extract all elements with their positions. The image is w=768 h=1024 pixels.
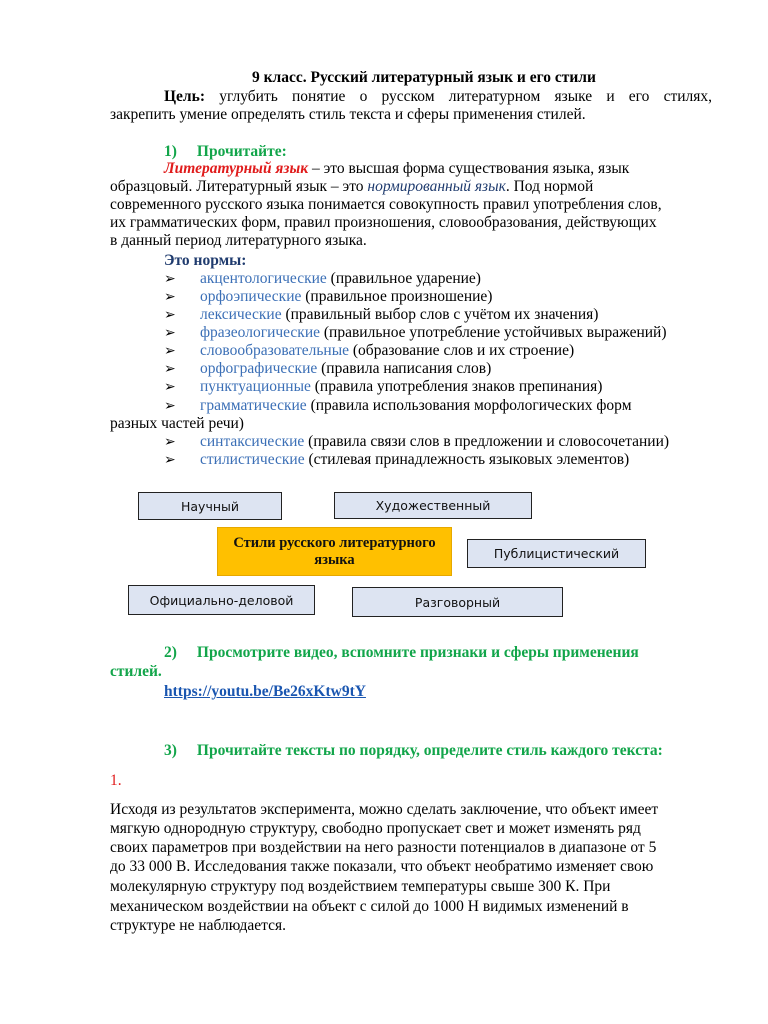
paragraph-text: . Под нормой bbox=[505, 178, 594, 195]
style-box-artistic: Художественный bbox=[334, 492, 532, 519]
norm-term: словообразовательные bbox=[200, 342, 350, 359]
arrow-bullet-icon: ➢ bbox=[164, 290, 176, 305]
arrow-bullet-icon: ➢ bbox=[164, 326, 176, 341]
norm-item bbox=[164, 451, 629, 470]
norm-term: грамматические bbox=[200, 397, 307, 414]
style-box-center: Стили русского литературного языка bbox=[217, 527, 452, 576]
arrow-bullet-icon: ➢ bbox=[164, 308, 176, 323]
definition-rest: – это высшая форма существования языка, язык bbox=[308, 160, 630, 177]
text1-number: 1. bbox=[110, 772, 122, 789]
task2-text: Просмотрите видео, вспомните признаки и сферы применения bbox=[196, 644, 639, 661]
text1-line: Исходя из результатов эксперимента, можно сделать заключение, что объект имеет bbox=[110, 801, 659, 818]
style-box-scientific: Научный bbox=[138, 492, 282, 520]
norm-desc: (правила написания слов) bbox=[317, 360, 492, 377]
norm-term: синтаксические bbox=[200, 433, 305, 450]
style-box-official: Официально-деловой bbox=[128, 585, 315, 615]
task1-text: Прочитайте: bbox=[196, 143, 287, 160]
norm-item bbox=[164, 342, 574, 361]
goal-line-1 bbox=[164, 88, 712, 106]
arrow-bullet-icon: ➢ bbox=[164, 344, 176, 359]
norm-item bbox=[164, 433, 669, 452]
term-literary-language: Литературный язык bbox=[164, 160, 309, 177]
norm-term: пунктуационные bbox=[200, 378, 311, 395]
text1-line: молекулярную структуру под воздействием температуры свыше 300 К. При bbox=[110, 878, 611, 895]
arrow-bullet-icon: ➢ bbox=[164, 272, 176, 287]
goal-text: углубить понятие о русском литературном языке и его стилях, bbox=[219, 88, 713, 105]
text1-line: мягкую однородную структуру, свободно пропускает свет и может изменять ряд bbox=[110, 820, 641, 837]
norm-desc: (правила употребления знаков препинания) bbox=[310, 378, 603, 395]
norm-term: фразеологические bbox=[200, 324, 321, 341]
term-normalized-language: нормированный язык bbox=[367, 178, 506, 195]
task1-heading bbox=[164, 143, 287, 161]
norm-term: орфографические bbox=[200, 360, 318, 377]
norm-term: стилистические bbox=[200, 451, 305, 468]
style-box-publicistic: Публицистический bbox=[467, 539, 646, 568]
task2-text-line-2: стилей. bbox=[110, 663, 162, 680]
norm-item bbox=[164, 288, 492, 307]
goal-label: Цель: bbox=[164, 88, 205, 105]
paragraph-line-4: их грамматических форм, правил произношения, словообразования, действующих bbox=[110, 214, 657, 231]
arrow-bullet-icon: ➢ bbox=[164, 453, 176, 468]
norm-term: акцентологические bbox=[200, 270, 327, 287]
paragraph-text: образцовый. Литературный язык – это bbox=[110, 178, 368, 195]
norm-item bbox=[164, 324, 667, 343]
style-box-colloquial: Разговорный bbox=[352, 587, 563, 617]
text1-line: своих параметров при воздействии на него разности потенциалов в диапазоне от 5 bbox=[110, 839, 657, 856]
norm-desc: (правила использования морфологических форм bbox=[306, 397, 632, 414]
arrow-bullet-icon: ➢ bbox=[164, 362, 176, 377]
norm-desc: (правильный выбор слов с учётом их значения) bbox=[281, 306, 599, 323]
norm-term: лексические bbox=[200, 306, 282, 323]
norm-item bbox=[164, 306, 598, 325]
norm-desc: (образование слов и их строение) bbox=[349, 342, 575, 359]
task2-number: 2) bbox=[164, 644, 177, 661]
task1-number: 1) bbox=[164, 143, 177, 160]
norm-item bbox=[164, 360, 491, 379]
norm-item bbox=[164, 397, 632, 416]
norm-desc: (правильное произношение) bbox=[301, 288, 493, 305]
norm-desc: (правильное ударение) bbox=[326, 270, 481, 287]
page-title: 9 класс. Русский литературный язык и его стили bbox=[252, 69, 596, 86]
norms-heading: Это нормы: bbox=[164, 252, 247, 269]
norm-term: орфоэпические bbox=[200, 288, 302, 305]
arrow-bullet-icon: ➢ bbox=[164, 380, 176, 395]
text1-line: структуре не наблюдается. bbox=[110, 917, 287, 934]
text1-line: механическом воздействии на объект с силой до 1000 Н видимых изменений в bbox=[110, 898, 629, 915]
norm-item bbox=[164, 378, 602, 397]
task3-text: Прочитайте тексты по порядку, определите стиль каждого текста: bbox=[196, 742, 663, 759]
norm-item-wrap: разных частей речи) bbox=[110, 415, 244, 432]
text1-line: до 33 000 В. Исследования также показали, что объект необратимо изменяет свою bbox=[110, 858, 654, 875]
paragraph-line-5: в данный период литературного языка. bbox=[110, 232, 367, 249]
task3-heading bbox=[164, 742, 663, 760]
paragraph-line-3: современного русского языка понимается совокупность правил употребления слов, bbox=[110, 196, 662, 213]
norm-item bbox=[164, 270, 481, 289]
arrow-bullet-icon: ➢ bbox=[164, 399, 176, 414]
norm-desc: (правильное употребление устойчивых выражений) bbox=[320, 324, 667, 341]
goal-line-2: закрепить умение определять стиль текста и сферы применения стилей. bbox=[110, 106, 586, 123]
paragraph-line-1 bbox=[164, 160, 629, 178]
arrow-bullet-icon: ➢ bbox=[164, 435, 176, 450]
paragraph-line-2 bbox=[110, 178, 593, 196]
video-link[interactable]: https://youtu.be/Be26xKtw9tY bbox=[164, 683, 366, 700]
task3-number: 3) bbox=[164, 742, 177, 759]
norm-desc: (стилевая принадлежность языковых элементов) bbox=[304, 451, 630, 468]
task2-heading bbox=[164, 644, 639, 662]
norm-desc: (правила связи слов в предложении и словосочетании) bbox=[304, 433, 670, 450]
